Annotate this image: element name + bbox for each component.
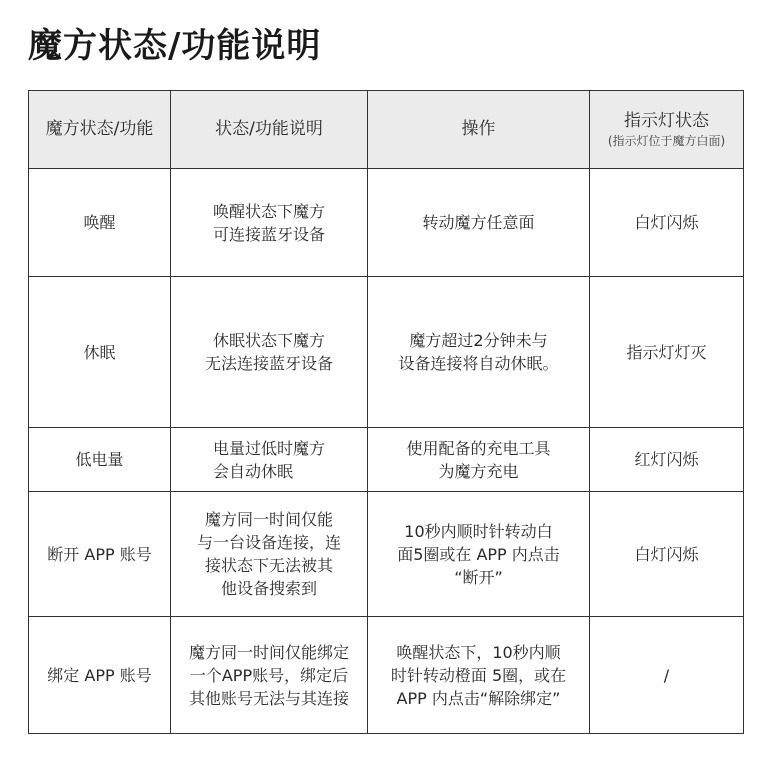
- description-cell: 魔方同一时间仅能绑定 一个APP账号，绑定后 其他账号无法与其连接: [171, 617, 368, 734]
- indicator-cell: 指示灯灯灭: [590, 277, 744, 428]
- description-cell: 电量过低时魔方 会自动休眠: [171, 428, 368, 492]
- state-cell: 绑定 APP 账号: [29, 617, 171, 734]
- header-operation: 操作: [368, 91, 590, 169]
- header-state: 魔方状态/功能: [29, 91, 171, 169]
- operation-cell: 转动魔方任意面: [368, 169, 590, 277]
- table-row: [29, 428, 744, 492]
- indicator-cell: 红灯闪烁: [590, 428, 744, 492]
- table-row: [29, 277, 744, 428]
- operation-cell: 使用配备的充电工具 为魔方充电: [368, 428, 590, 492]
- indicator-cell: /: [590, 617, 744, 734]
- indicator-cell: 白灯闪烁: [590, 492, 744, 617]
- operation-cell: 唤醒状态下，10秒内顺 时针转动橙面 5圈，或在 APP 内点击“解除绑定”: [368, 617, 590, 734]
- description-cell: 唤醒状态下魔方 可连接蓝牙设备: [171, 169, 368, 277]
- state-cell: 唤醒: [29, 169, 171, 277]
- table-row: [29, 492, 744, 617]
- table-row: [29, 169, 744, 277]
- state-cell: 低电量: [29, 428, 171, 492]
- operation-cell: 魔方超过2分钟未与 设备连接将自动休眠。: [368, 277, 590, 428]
- status-table: [28, 90, 744, 734]
- header-indicator: 指示灯状态 (指示灯位于魔方白面): [590, 91, 744, 169]
- description-cell: 魔方同一时间仅能 与一台设备连接，连 接状态下无法被其 他设备搜索到: [171, 492, 368, 617]
- description-cell: 休眠状态下魔方 无法连接蓝牙设备: [171, 277, 368, 428]
- state-cell: 休眠: [29, 277, 171, 428]
- indicator-cell: 白灯闪烁: [590, 169, 744, 277]
- header-indicator-note: (指示灯位于魔方白面): [607, 134, 726, 148]
- table-header-row: [29, 91, 744, 169]
- header-description: 状态/功能说明: [171, 91, 368, 169]
- operation-cell: 10秒内顺时针转动白 面5圈或在 APP 内点击 “断开”: [368, 492, 590, 617]
- state-cell: 断开 APP 账号: [29, 492, 171, 617]
- table-row: [29, 617, 744, 734]
- page-title: 魔方状态/功能说明: [28, 26, 322, 66]
